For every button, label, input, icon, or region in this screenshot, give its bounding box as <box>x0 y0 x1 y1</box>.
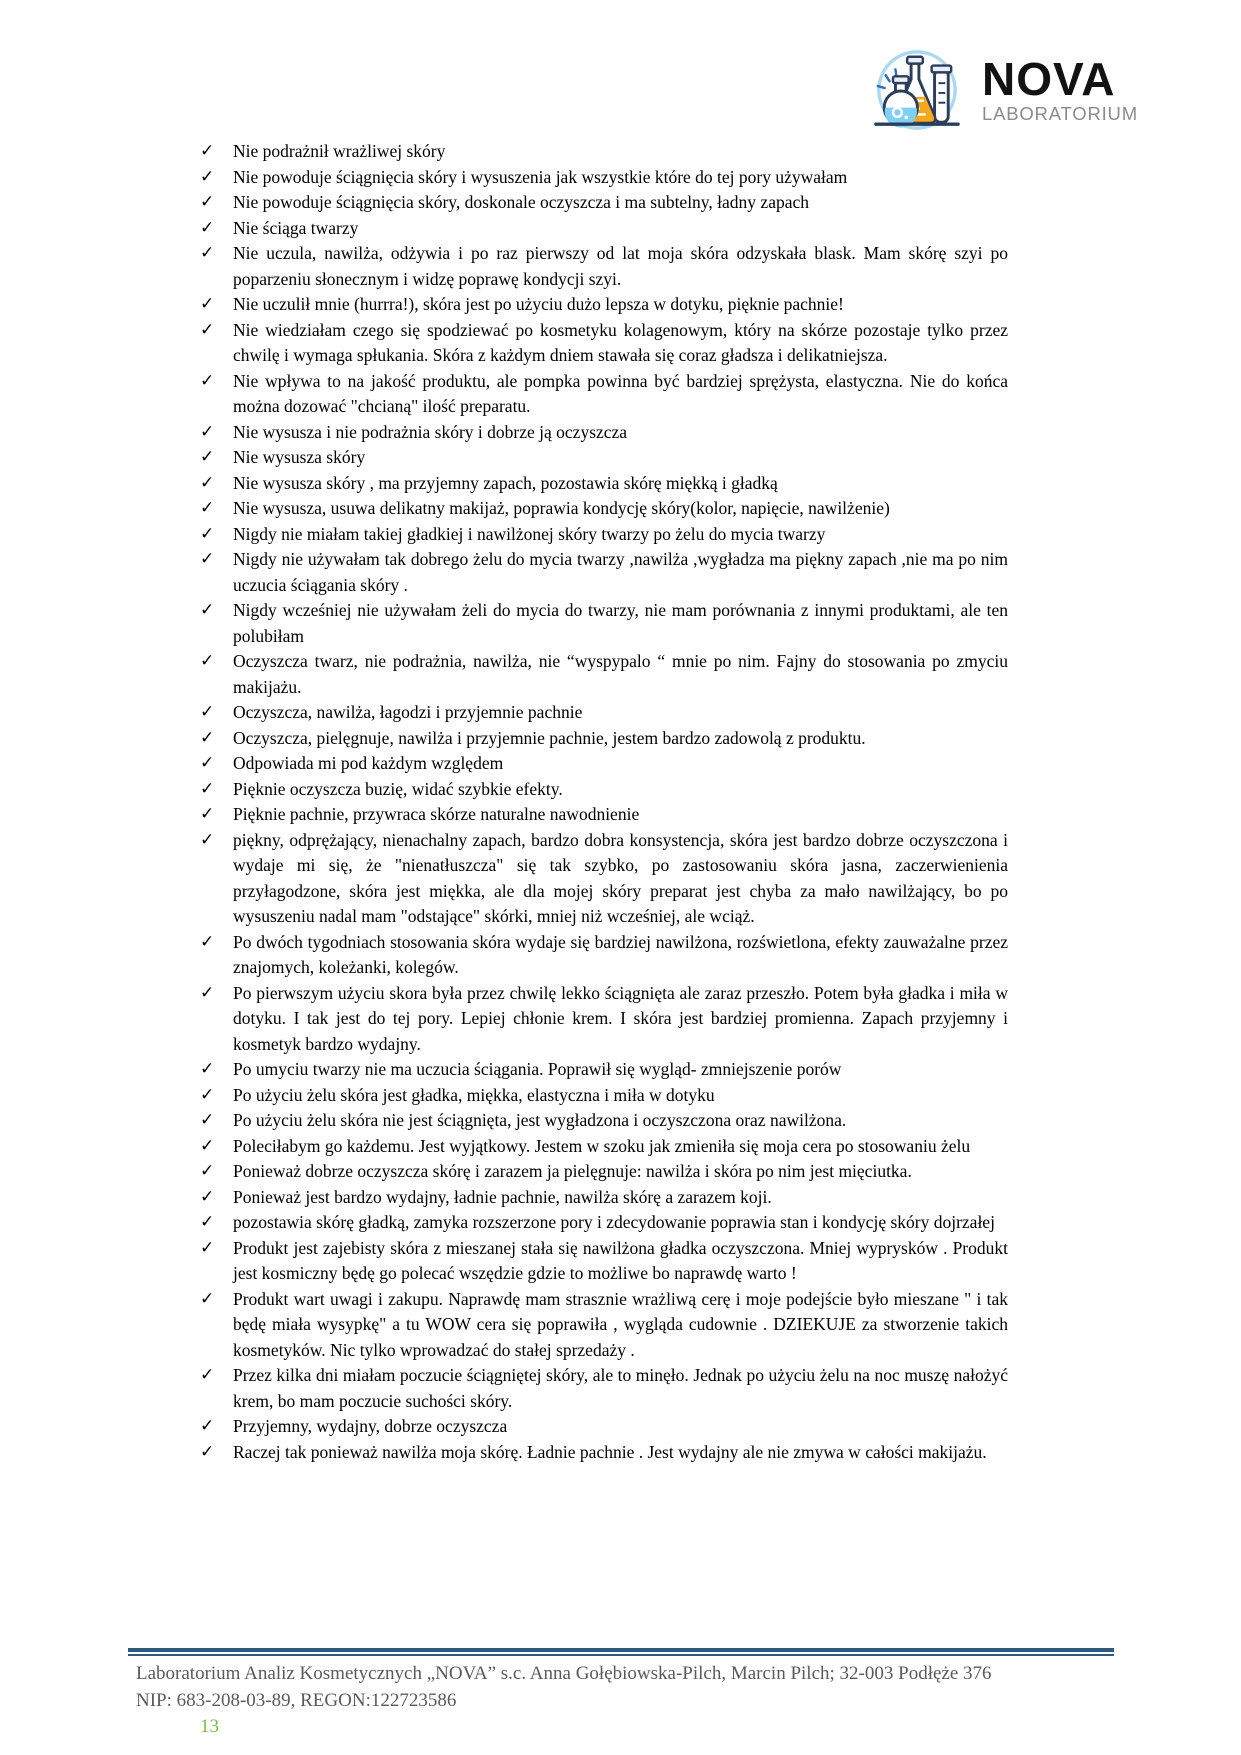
checklist-item <box>200 190 1008 216</box>
checkmark-icon: ✓ <box>200 294 215 314</box>
checklist-item-text: Nie wysusza, usuwa delikatny makijaż, poprawia kondycję skóry(kolor, napięcie, nawilżenie) <box>233 498 890 518</box>
checklist-item <box>200 1440 1008 1466</box>
checklist-item <box>200 981 1008 1058</box>
checkmark-icon: ✓ <box>200 651 215 671</box>
checkmark-icon: ✓ <box>200 472 215 493</box>
checkmark-icon: ✓ <box>200 1416 215 1436</box>
checklist-item <box>200 522 1008 548</box>
checkmark-icon: ✓ <box>200 166 215 187</box>
checklist-item-text: Nie podrażnił wrażliwej skóry <box>233 141 446 161</box>
checklist-item <box>200 139 1008 165</box>
checklist-item <box>200 292 1008 318</box>
checklist-item <box>200 1108 1008 1134</box>
checklist-item <box>200 1057 1008 1083</box>
checklist-item <box>200 471 1008 497</box>
checklist-item <box>200 318 1008 369</box>
checklist-item-text: Nie powoduje ściągnięcia skóry, doskonale oczyszcza i ma subtelny, ładny zapach <box>233 192 809 212</box>
checkmark-icon: ✓ <box>200 319 215 340</box>
checkmark-icon: ✓ <box>200 702 215 722</box>
checklist-item <box>200 241 1008 292</box>
checklist-item-text: Ponieważ jest bardzo wydajny, ładnie pachnie, nawilża skórę a zarazem koji. <box>233 1186 772 1207</box>
checkmark-icon: ✓ <box>200 243 215 263</box>
checklist-item-text: Nie wpływa to na jakość produktu, ale pompka powinna być bardziej sprężysta, elastyczna. Nie do końca można dozować "chcianą" ilość preparatu. <box>233 370 1008 416</box>
checklist-item <box>200 1236 1008 1287</box>
checklist-item-text: Nie uczula, nawilża, odżywia i po raz pierwszy od lat moja skóra odzyskała blask. Mam skórę szyi po poparzeniu słonecznym i widzę poprawę kondycji szyi. <box>233 243 1008 289</box>
checkmark-icon: ✓ <box>200 1110 215 1130</box>
checklist-item-text: Pięknie pachnie, przywraca skórze naturalne nawodnienie <box>233 804 640 824</box>
checklist-item <box>200 649 1008 700</box>
lab-flasks-icon <box>856 46 974 134</box>
checklist-item-text: Przyjemny, wydajny, dobrze oczyszcza <box>233 1416 508 1436</box>
checklist-item-text: Pięknie oczyszcza buzię, widać szybkie efekty. <box>233 778 563 799</box>
checklist-item-text: Oczyszcza, nawilża, łagodzi i przyjemnie pachnie <box>233 702 583 722</box>
checkmark-icon: ✓ <box>200 1237 215 1258</box>
checkmark-icon: ✓ <box>200 804 215 824</box>
checkmark-icon: ✓ <box>200 1186 215 1207</box>
checklist-item-text: Produkt wart uwagi i zakupu. Naprawdę mam strasznie wrażliwą cerę i moje podejście było mieszane " i tak będę miała wysypkę" a tu WOW cera się poprawiła , wygląda cudownie . DZIEKUJE za stworzenie takich kosmetyków. Nic tylko wprowadzać do stałej sprzedaży . <box>233 1288 1008 1360</box>
checklist-item <box>200 216 1008 242</box>
nova-laboratorium-logo <box>856 46 1138 134</box>
checklist-item-text: Nie wysusza i nie podrażnia skóry i dobrze ją oczyszcza <box>233 421 628 442</box>
checklist-item-text: Nigdy wcześniej nie używałam żeli do mycia do twarzy, nie mam porównania z innymi produktami, ale ten polubiłam <box>233 600 1008 646</box>
checklist-item-text: Poleciłabym go każdemu. Jest wyjątkowy. Jestem w szoku jak zmieniła się moja cera po stosowaniu żelu <box>233 1135 971 1156</box>
footer-nip-regon-line: NIP: 683-208-03-89, REGON:122723586 <box>136 1690 457 1711</box>
checklist-item-text: Po dwóch tygodniach stosowania skóra wydaje się bardziej nawilżona, rozświetlona, efekty zauważalne przez znajomych, koleżanki, kolegów. <box>233 931 1008 977</box>
checklist-item-text: Po użyciu żelu skóra jest gładka, miękka, elastyczna i miła w dotyku <box>233 1084 715 1105</box>
checklist-item-text: pozostawia skórę gładką, zamyka rozszerzone pory i zdecydowanie poprawia stan i kondycję skóry dojrzałej <box>233 1212 995 1232</box>
checklist-item <box>200 802 1008 828</box>
review-checklist <box>200 139 1008 1465</box>
checklist-item-text: Oczyszcza, pielęgnuje, nawilża i przyjemnie pachnie, jestem bardzo zadowolą z produktu. <box>233 727 866 748</box>
checklist-item <box>200 1185 1008 1211</box>
checklist-item <box>200 777 1008 803</box>
checklist-item-text: Nie ściąga twarzy <box>233 217 359 238</box>
checkmark-icon: ✓ <box>200 421 215 442</box>
checklist-item-text: Nie wysusza skóry <box>233 447 366 467</box>
checkmark-icon: ✓ <box>200 1212 215 1232</box>
footer-divider <box>128 1648 1114 1656</box>
logo-name: NOVA <box>982 52 1116 105</box>
checkmark-icon: ✓ <box>200 447 215 467</box>
checklist-item-text: Przez kilka dni miałam poczucie ściągniętej skóry, ale to minęło. Jednak po użyciu żelu na noc muszę nałożyć krem, bo mam poczucie suchości skóry. <box>233 1365 1008 1411</box>
checklist-item <box>200 930 1008 981</box>
checklist-item <box>200 1414 1008 1440</box>
checklist-item <box>200 828 1008 930</box>
checklist-item-text: Po umyciu twarzy nie ma uczucia ściągania. Poprawił się wygląd- zmniejszenie porów <box>233 1059 842 1079</box>
checklist-item-text: Nigdy nie używałam tak dobrego żelu do mycia twarzy ,nawilża ,wygładza ma piękny zapach ,nie ma po nim uczucia ściągania skóry . <box>233 549 1008 595</box>
checklist-item-text: Nie powoduje ściągnięcia skóry i wysuszenia jak wszystkie które do tej pory używałam <box>233 166 848 187</box>
checkmark-icon: ✓ <box>200 1059 215 1079</box>
checklist-item <box>200 445 1008 471</box>
checklist-item-text: Oczyszcza twarz, nie podrażnia, nawilża, nie “wyspypalo “ mnie po nim. Fajny do stosowania po zmyciu makijażu. <box>233 651 1008 697</box>
checklist-item-text: Nigdy nie miałam takiej gładkiej i nawilżonej skóry twarzy po żelu do mycia twarzy <box>233 523 826 544</box>
checkmark-icon: ✓ <box>200 1365 215 1385</box>
checkmark-icon: ✓ <box>200 549 215 569</box>
checkmark-icon: ✓ <box>200 982 215 1003</box>
checkmark-icon: ✓ <box>200 192 215 212</box>
checklist-item <box>200 165 1008 191</box>
checklist-item <box>200 598 1008 649</box>
checkmark-icon: ✓ <box>200 498 215 518</box>
checklist-item <box>200 496 1008 522</box>
logo-text <box>982 52 1138 125</box>
checkmark-icon: ✓ <box>200 1288 215 1309</box>
checklist-item <box>200 1210 1008 1236</box>
checklist-item-text: Nie uczulił mnie (hurrra!), skóra jest po użyciu dużo lepsza w dotyku, pięknie pachnie! <box>233 294 844 314</box>
checklist-item <box>200 726 1008 752</box>
checklist-item-text: Odpowiada mi pod każdym względem <box>233 753 504 773</box>
checkmark-icon: ✓ <box>200 1135 215 1156</box>
checklist-item <box>200 1159 1008 1185</box>
footer-address-line: Laboratorium Analiz Kosmetycznych „NOVA” s.c. Anna Gołębiowska-Pilch, Marcin Pilch; 32-003 Podłęże 376 <box>136 1663 992 1684</box>
checklist-item-text: Po pierwszym użyciu skora była przez chwilę lekko ściągnięta ale zaraz przeszło. Potem była gładka i miła w dotyku. I tak jest do tej pory. Lepiej chłonie krem. I skóra jest bardziej promienna. Zapach przyjemny i kosmetyk bardzo wydajny. <box>233 982 1008 1054</box>
checklist-item <box>200 369 1008 420</box>
checklist-item <box>200 1083 1008 1109</box>
checklist-item-text: piękny, odprężający, nienachalny zapach, bardzo dobra konsystencja, skóra jest bardzo dobrze oczyszczona i wydaje mi się, że "nienatłuszcza" się tak szybko, po zastosowaniu skóra jasna, zaczerwienienia przyłagodzone, skóra jest miękka, ale dla mojej skóry preparat jest chyba za mało nawilżający, bo po wysuszeniu nadal mam "odstające" skórki, mniej niż wcześniej, ale wciąż. <box>233 829 1008 926</box>
checklist-item <box>200 751 1008 777</box>
checkmark-icon: ✓ <box>200 778 215 799</box>
checkmark-icon: ✓ <box>200 1161 215 1181</box>
checklist-item-text: Nie wysusza skóry , ma przyjemny zapach, pozostawia skórę miękką i gładką <box>233 472 778 493</box>
checkmark-icon: ✓ <box>200 523 215 544</box>
checkmark-icon: ✓ <box>200 753 215 773</box>
checkmark-icon: ✓ <box>200 141 215 161</box>
checkmark-icon: ✓ <box>200 727 215 748</box>
checkmark-icon: ✓ <box>200 931 215 952</box>
checklist-item <box>200 700 1008 726</box>
footer-company-info <box>128 1660 1114 1714</box>
checklist-item-text: Ponieważ dobrze oczyszcza skórę i zarazem ja pielęgnuje: nawilża i skóra po nim jest mięciutka. <box>233 1161 912 1181</box>
checklist-item-text: Raczej tak ponieważ nawilża moja skórę. Ładnie pachnie . Jest wydajny ale nie zmywa w całości makijażu. <box>233 1441 987 1462</box>
page-footer <box>128 1648 1114 1738</box>
checkmark-icon: ✓ <box>200 1441 215 1462</box>
checkmark-icon: ✓ <box>200 600 215 620</box>
checkmark-icon: ✓ <box>200 829 215 850</box>
checklist-item <box>200 1287 1008 1364</box>
checklist-item <box>200 1363 1008 1414</box>
checklist-item-text: Po użyciu żelu skóra nie jest ściągnięta, jest wygładzona i oczyszczona oraz nawilżona. <box>233 1110 847 1130</box>
checklist-item <box>200 547 1008 598</box>
checklist-item <box>200 1134 1008 1160</box>
checklist-item-text: Nie wiedziałam czego się spodziewać po kosmetyku kolagenowym, który na skórze pozostaje tylko przez chwilę i wymaga spłukania. Skóra z każdym dniem stawała się coraz gładsza i delikatniejsza. <box>233 319 1008 365</box>
checklist-item <box>200 420 1008 446</box>
page-number: 13 <box>200 1716 219 1737</box>
checkmark-icon: ✓ <box>200 370 215 391</box>
checkmark-icon: ✓ <box>200 217 215 238</box>
checkmark-icon: ✓ <box>200 1084 215 1105</box>
checklist-item-text: Produkt jest zajebisty skóra z mieszanej stała się nawilżona gładka oczyszczona. Mniej wyprysków . Produkt jest kosmiczny będę go polecać wszędzie gdzie to możliwe bo naprawdę warto ! <box>233 1237 1008 1283</box>
logo-subtitle: LABORATORIUM <box>982 102 1138 124</box>
